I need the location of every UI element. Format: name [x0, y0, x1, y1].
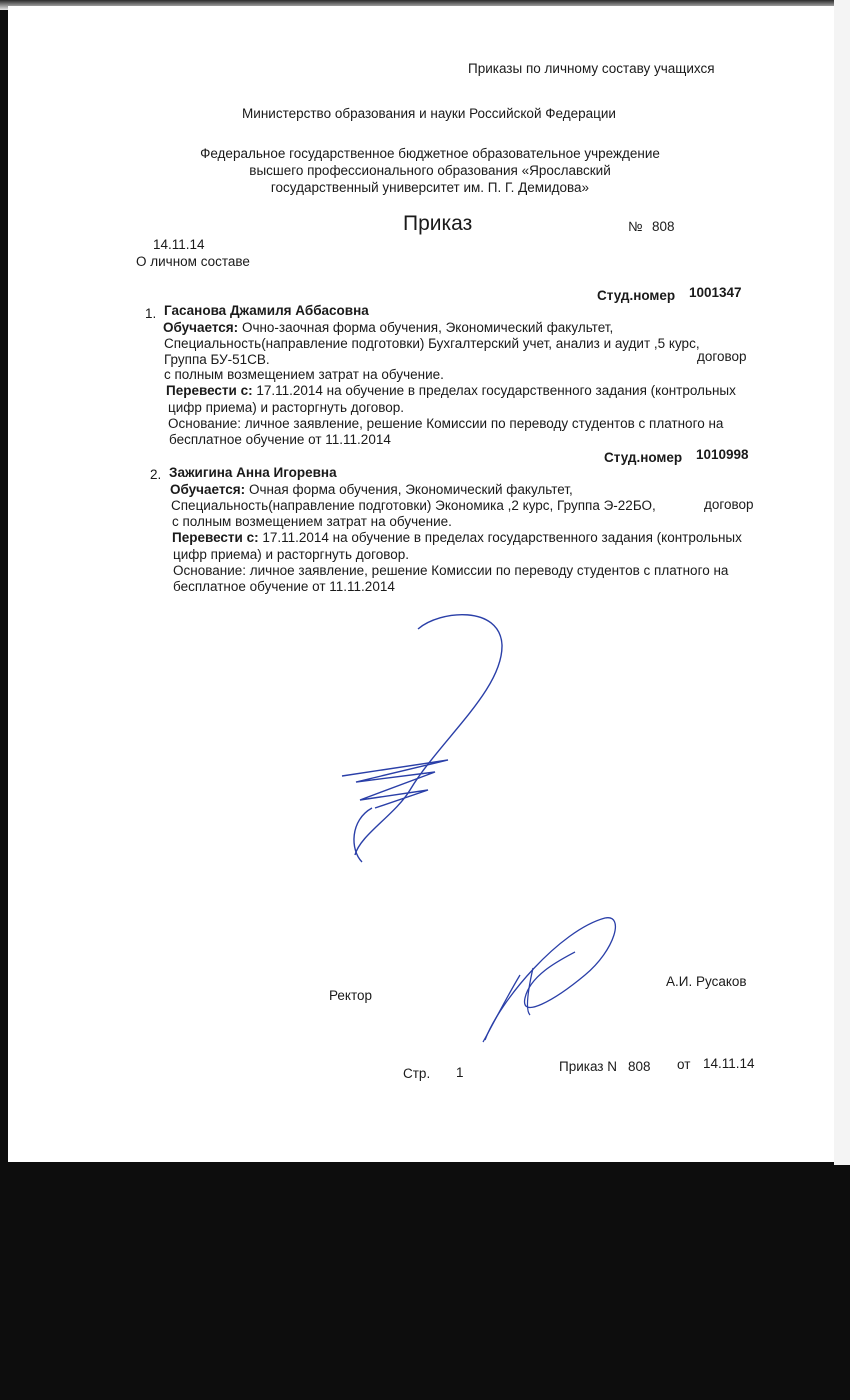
transfer-line — [172, 530, 742, 546]
basis-line-cont: бесплатное обучение от 11.11.2014 — [173, 579, 395, 594]
list-item-index: 2. — [150, 467, 162, 482]
group-line: Группа БУ-51СВ. — [164, 352, 270, 367]
transfer-text: 17.11.2014 на обучение в пределах государственного задания (контрольных — [256, 383, 736, 398]
institution-line-2: высшего профессионального образования «Ярославский — [249, 163, 611, 178]
signatory-position: Ректор — [329, 988, 373, 1003]
signatory-name: А.И. Русаков — [666, 974, 747, 989]
page-label: Стр. — [403, 1066, 431, 1081]
study-form — [170, 482, 573, 498]
transfer-line — [166, 383, 736, 399]
student-number-label: Студ.номер — [597, 288, 676, 303]
transfer-label: Перевести с: — [172, 530, 259, 545]
specialty-line: Специальность(направление подготовки) Экономика ,2 курс, Группа Э-22БО, — [171, 498, 656, 513]
footer-date: 14.11.14 — [703, 1056, 755, 1071]
student-name: Гасанова Джамиля Аббасовна — [164, 303, 369, 318]
basis-line: Основание: личное заявление, решение Комиссии по переводу студентов с платного на — [168, 416, 724, 431]
footer-order-label: Приказ N — [559, 1059, 618, 1074]
basis-line-cont: бесплатное обучение от 11.11.2014 — [169, 432, 391, 447]
contract-line: с полным возмещением затрат на обучение. — [172, 514, 452, 529]
list-item-index: 1. — [145, 306, 157, 321]
order-title: Приказ — [403, 212, 473, 235]
basis-line: Основание: личное заявление, решение Комиссии по переводу студентов с платного на — [173, 563, 729, 578]
order-date: 14.11.14 — [153, 237, 205, 252]
institution-line-1: Федеральное государственное бюджетное образовательное учреждение — [200, 146, 660, 161]
transfer-text: 17.11.2014 на обучение в пределах государственного задания (контрольных — [262, 530, 742, 545]
study-text: Очно-заочная форма обучения, Экономический факультет, — [241, 320, 614, 335]
page-edge — [834, 0, 850, 1165]
contract-line: с полным возмещением затрат на обучение. — [164, 367, 444, 382]
study-label: Обучается: — [170, 482, 246, 497]
student-number: 1001347 — [689, 285, 742, 300]
document-series: Приказы по личному составу учащихся — [468, 61, 715, 76]
contract-word: договор — [697, 349, 747, 364]
study-text: Очная форма обучения, Экономический факультет, — [248, 482, 573, 497]
order-number-sign: № — [628, 219, 643, 234]
footer-from-label: от — [677, 1057, 691, 1072]
contract-word: договор — [704, 497, 754, 512]
specialty-line: Специальность(направление подготовки) Бухгалтерский учет, анализ и аудит ,5 курс, — [164, 336, 700, 351]
order-number: 808 — [652, 219, 675, 234]
student-name: Зажигина Анна Игоревна — [169, 465, 337, 480]
transfer-line-cont: цифр приема) и расторгнуть договор. — [173, 547, 410, 562]
page-number: 1 — [456, 1065, 464, 1080]
study-form — [163, 320, 613, 336]
order-subject: О личном составе — [136, 254, 250, 269]
student-number-label: Студ.номер — [604, 450, 683, 465]
ministry-name: Министерство образования и науки Российской Федерации — [242, 106, 616, 121]
study-label: Обучается: — [163, 320, 239, 335]
transfer-label: Перевести с: — [166, 383, 253, 398]
institution-line-3: государственный университет им. П. Г. Демидова» — [270, 180, 590, 195]
student-number: 1010998 — [696, 447, 749, 462]
footer-order-number: 808 — [628, 1059, 651, 1074]
transfer-line-cont: цифр приема) и расторгнуть договор. — [168, 400, 405, 415]
